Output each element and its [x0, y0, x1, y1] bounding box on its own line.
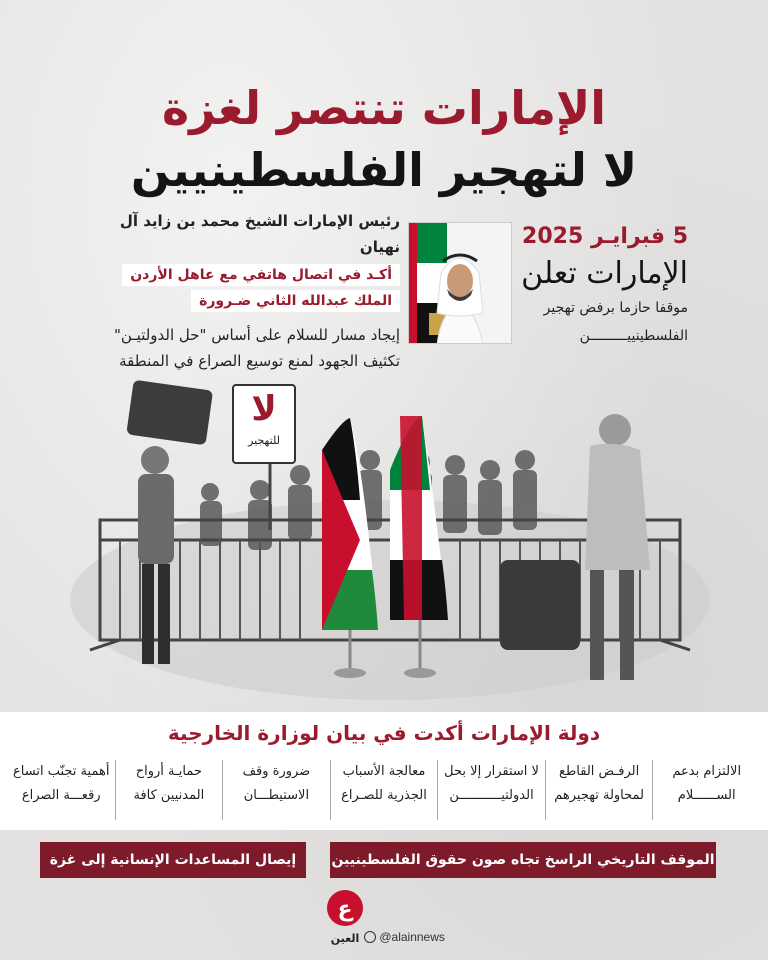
leader-point-1: إيجاد مسار للسلام على أساس "حل الدولتيـن": [113, 326, 400, 344]
ministry-point: [8, 760, 115, 820]
sign-big-text: لا: [251, 389, 277, 429]
announcement-date: 5 فبرايـر 2025: [522, 224, 688, 249]
headline-line2: لا لتهجير الفلسطينيين: [130, 143, 638, 197]
point-line: الجذرية للصـراع: [341, 788, 427, 803]
leader-point-2: تكثيف الجهود لمنع توسيع الصراع في المنطقة: [119, 352, 400, 370]
social-handle[interactable]: [364, 930, 445, 944]
headline-line1: الإمارات تنتصر لغزة: [161, 81, 607, 135]
handle-text: @alainnews: [379, 930, 445, 944]
at-icon: [364, 931, 376, 943]
point-line: رقعـــة الصراع: [21, 788, 101, 803]
leader-title: رئيس الإمارات الشيخ محمد بن زايد آل نهيان: [119, 212, 400, 256]
svg-text:ع: ع: [337, 897, 353, 922]
displacement-illustration: [60, 380, 710, 710]
point-line: معالجة الأسباب: [342, 764, 426, 779]
point-line: الســــــلام: [677, 788, 736, 803]
ministry-point: [652, 760, 760, 820]
point-line: حمايـة أرواح: [135, 764, 202, 779]
logo-text: العين: [330, 932, 360, 945]
point-line: لا استقرار إلا بحل: [444, 764, 539, 779]
leader-portrait: [408, 222, 512, 344]
no-displacement-sign: [232, 384, 296, 464]
call-line-1: أكـد في اتصال هاتفي مع عاهل الأردن: [122, 264, 400, 286]
call-line-2: الملك عبدالله الثاني ضـرورة: [191, 290, 400, 312]
ministry-point: [330, 760, 438, 820]
announcement-headline: الإمارات تعلن: [521, 256, 688, 291]
leader-statement: [88, 208, 400, 374]
historic-stance-pill: الموقف التاريخي الراسخ تجاه صون حقوق الفلسطينيين: [330, 842, 716, 878]
ministry-point: [222, 760, 330, 820]
point-line: أهمية تجنّب اتساع: [13, 764, 110, 779]
alain-logo: [320, 888, 370, 948]
point-line: الرفـض القاطع: [559, 764, 640, 779]
ministry-point: [115, 760, 223, 820]
point-line: ضرورة وقف: [242, 764, 311, 779]
point-line: الدولتيـــــــــــن: [449, 788, 534, 803]
point-line: الالتزام بدعم: [672, 764, 742, 779]
point-line: المدنيين كافة: [133, 788, 205, 803]
ministry-points: [8, 760, 760, 820]
sign-small-text: للتهجير: [248, 434, 280, 447]
announcement-block: [520, 222, 688, 350]
stance-line-2: الفلسطينييـــــــــن: [579, 328, 688, 344]
aid-pill: إيصال المساعدات الإنسانية إلى غزة: [40, 842, 306, 878]
point-line: الاستيطـــان: [243, 788, 310, 803]
point-line: لمحاولة تهجيرهم: [554, 788, 645, 803]
ministry-point: [437, 760, 545, 820]
ministry-title: دولة الإمارات أكدت في بيان لوزارة الخارجية: [167, 721, 601, 745]
ministry-point: [545, 760, 653, 820]
stance-line-1: موقفا حازما برفض تهجير: [543, 300, 688, 316]
